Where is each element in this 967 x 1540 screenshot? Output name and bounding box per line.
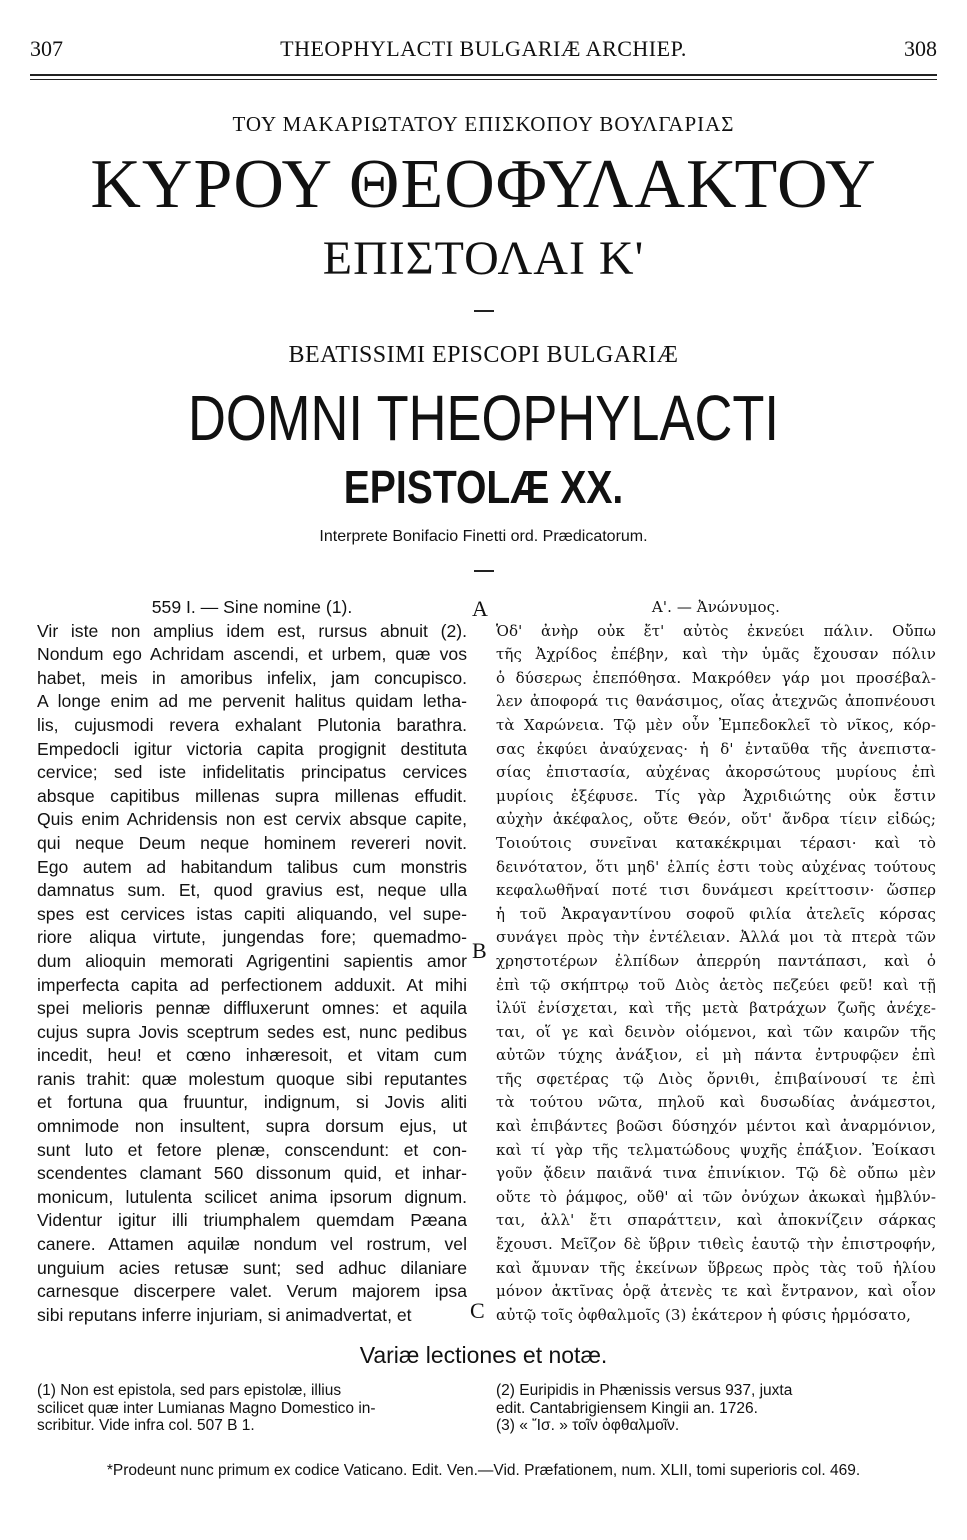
greek-text-line: μόνον ἀκτῖνας ὁρᾷ ἀτενὲς τε καὶ ἔντρανον, καὶ οἷον bbox=[496, 1282, 936, 1301]
latin-text-line: spei melioris pennæ diffluxerunt omnes: et aquila bbox=[37, 998, 467, 1019]
running-head bbox=[30, 36, 937, 66]
latin-text-line: sibi reputans inferre injuriam, si animadvertat, et bbox=[37, 1304, 412, 1325]
latin-subtitle: BEATISSIMI EPISCOPI BULGARIÆ bbox=[288, 342, 679, 368]
footer-note: *Prodeunt nunc primum ex codice Vaticano. Edit. Ven.—Vid. Præfationem, num. XLII, tomi superioris col. 469. bbox=[106, 1462, 861, 1479]
latin-text-line: dum alioquin memorati Agrigentini sapientis amor bbox=[37, 950, 467, 971]
latin-author-name: DOMNI THEOPHYLACTI bbox=[188, 382, 779, 454]
latin-text-line: canere. Attamen aquilæ nondum vel rostrum, vel bbox=[37, 1234, 467, 1255]
header-rule bbox=[30, 74, 937, 76]
latin-epistle-heading: 559 I. — Sine nomine (1). bbox=[151, 597, 353, 617]
greek-text-line: ἔχουσι. Μεῖζον δὲ ὕβριν τιθεὶς ἑαυτῷ τὴν ἐπιστροφήν, bbox=[496, 1235, 936, 1254]
greek-text-line: μυρίοις ἐξέφυσε. Τίς γὰρ Ἀχριδιώτης οὐκ ἔστιν bbox=[496, 786, 936, 805]
latin-text-line: riore aliqua virtute, jungendas fore; quemadmo- bbox=[37, 927, 467, 948]
greek-text-line: καὶ τί γὰρ τῆς τελματώδους ψυχῆς ἐπάξιον. Ἐοίκασι bbox=[496, 1140, 936, 1159]
margin-marker-b: B bbox=[472, 938, 487, 963]
latin-text-line: unguium acies retusæ sunt; sed adhuc dilaniare bbox=[37, 1257, 467, 1278]
latin-text-line: absque capitibus millenas supra millenas effudit. bbox=[37, 785, 467, 806]
greek-text-line: ται, οἵ γε καὶ δεινὸν οἰόμενοι, καὶ τῶν καιρῶν τῆς bbox=[496, 1022, 936, 1041]
greek-text-line: αὐτῷ τοῖς ὀφθαλμοῖς (3) ἑκάτερον ἡ φύσις ἡρμόσατο, bbox=[496, 1305, 912, 1324]
latin-text-line: damnatus sum. Et, quod gravius est, neque ulla bbox=[37, 880, 467, 901]
latin-text-line: incedit, heu! et cœno inhæresoit, et vitam cum bbox=[37, 1045, 467, 1066]
interpreter-line: Interprete Bonifacio Finetti ord. Prædicatorum. bbox=[319, 528, 648, 545]
greek-text-line: οὔτε τὸ ῥάμφος, οὔθ' αἱ τῶν ὀνύχων ἀκωκαὶ ἠμβλύν- bbox=[496, 1187, 936, 1206]
section-divider bbox=[474, 570, 494, 572]
latin-text-line: imperfecta capita ad perfectionem adduxit. At mihi bbox=[37, 974, 467, 995]
latin-text-line: cujus supra Jovis sceptrum sedes est, nunc pedibus bbox=[37, 1021, 467, 1042]
note-left bbox=[37, 1382, 467, 1435]
note-line: (1) Non est epistola, sed pars epistolæ, illius bbox=[37, 1382, 342, 1399]
latin-text-line: Nondum ego Achridam ascendi, et urbem, quæ vos bbox=[37, 644, 467, 665]
greek-text-line: καὶ ἐπιβάντες βοῶσι δύσηχόν μέντοι καὶ ἀναρμόνιον, bbox=[496, 1117, 936, 1136]
latin-text-line: sunt luto et fetore plenæ, conscendunt: et con- bbox=[37, 1139, 467, 1160]
greek-text-line: αὐχὴν ἀκέφαλος, οὔτε Θεόν, οὔτ' ἄνδρα τίειν εἰδώς; bbox=[496, 810, 936, 829]
title-divider bbox=[474, 310, 494, 312]
greek-text-line: σας ἐκφύει ἀναύχενας· ἡ δ' ἐνταῦθα τῆς ἀνεπιστα- bbox=[496, 739, 936, 758]
greek-text-line: συνάγει πρὸς τὴν ἐντέλειαν. Ἀλλά μοι τὰ πτερὰ τῶν bbox=[496, 928, 936, 947]
latin-text-line: ranis trahit: quæ molestum quoque sibi reputantes bbox=[37, 1068, 467, 1089]
greek-text-line: δεινότατον, ὅτι μηδ' ἐλπίς ἐστι τοὺς αὐχένας τούτους bbox=[496, 857, 936, 876]
greek-text-line: ἐπὶ τῷ σκήπτρῳ τοῦ Διὸς ἀετὸς πεζεύει φεῦ! καὶ τῇ bbox=[496, 975, 936, 994]
margin-marker-a: A bbox=[472, 596, 488, 621]
greek-text-line: ὁ δύσερως ἐπεπόθησα. Μακρόθεν γάρ μοι προσέβαλ- bbox=[496, 668, 936, 687]
greek-text-line: λεν ἀποφορά τις θανάσιμος, οἵας ἀτεχνῶς ἀποπνέουσι bbox=[496, 692, 936, 711]
greek-text-line: κεφαλωθῆναί ποτέ τισι δυνάμεσι κρείττοσιν· ὥσπερ bbox=[496, 881, 936, 900]
greek-text-line: αὐτῶν τύχης ἀνάξιον, εἰ μὴ πάντα ἐντρυφῷεν ἐπὶ bbox=[496, 1046, 936, 1065]
note-line: scribitur. Vide infra col. 507 B 1. bbox=[37, 1417, 255, 1434]
latin-text-line: A longe enim ad me pervenit halitus quidam letha- bbox=[37, 691, 467, 712]
latin-text-line: cervice; sed iste infidelitatis principatus cervices bbox=[37, 762, 467, 783]
greek-text-line: γοῦν ᾄδειν παιᾶνά τινα ἐπινίκιον. Τῷ δὲ οὔπω μὲν bbox=[496, 1164, 936, 1183]
latin-text-line: carnesque discerpere valet. Verum majorem ipsa bbox=[37, 1281, 467, 1302]
greek-text-line: τῆς σφετέρας τῷ Διὸς ὄρνιθι, ἐπιβαίνουσί τε ἐπὶ bbox=[496, 1069, 936, 1088]
greek-epistles-title: ΕΠΙΣΤΟΛΑΙ Κ' bbox=[322, 232, 645, 285]
greek-text-line: σίας ἐπιστασία, αὐχένας ἀκορσώτους μυρίους ἐπὶ bbox=[496, 763, 936, 782]
greek-text-line: ται, ἀλλ' ἔτι σπαράττειν, καὶ ἀποκνίζειν σάρκας bbox=[496, 1211, 936, 1230]
note-right bbox=[496, 1382, 936, 1435]
latin-text-line: omnimode non insultent, supra dorsum ejus, ut bbox=[37, 1116, 467, 1137]
greek-text-line: χρηστοτέρων ἐλπίδων ἀπερρύη παντάπασι, καὶ ὁ bbox=[496, 951, 936, 970]
latin-text-line: Empedocli igitur victoria capita progignit destituta bbox=[37, 738, 467, 759]
header-rule-thin bbox=[30, 79, 937, 80]
greek-text-line: Ὁδ' ἀνὴρ οὐκ ἔτ' αὐτὸς ἐκνεύει πάλιν. Οὔπω bbox=[496, 621, 936, 640]
greek-text-column bbox=[496, 596, 936, 1327]
greek-epistle-heading: Α'. — Ἀνώνυμος. bbox=[651, 598, 781, 616]
greek-subtitle: ΤΟΥ ΜΑΚΑΡΙΩΤΑΤΟΥ ΕΠΙΣΚΟΠΟΥ ΒΟΥΛΓΑΡΙΑΣ bbox=[232, 112, 735, 136]
latin-text-line: Videntur igitur illi triumphalem quemdam Pæana bbox=[37, 1210, 467, 1231]
greek-text-line: τὰ Χαρώνεια. Τῷ μὲν οὖν Ἐμπεδοκλεῖ τὸ νῖκος, κόρ- bbox=[496, 715, 936, 734]
note-line: edit. Cantabrigiensem Kingii an. 1726. bbox=[496, 1399, 758, 1417]
greek-text-line: τῆς Ἀχρίδος ἐπέβην, καὶ τὴν ὑμᾶς ἔχουσαν πόλιν bbox=[496, 645, 936, 664]
note-line: (3) « Ἴσ. » τοῖν ὀφθαλμοῖν. bbox=[496, 1417, 680, 1434]
margin-marker-c: C bbox=[470, 1298, 485, 1323]
latin-text-line: Quis enim Achridensis non est cervix absque capite, bbox=[37, 809, 467, 830]
notes-title: Variæ lectiones et notæ. bbox=[359, 1342, 608, 1368]
latin-text-line: qui neque Deum neque hominem revereri novit. bbox=[37, 832, 467, 853]
latin-text-line: lis, cujusmodi revera exhalant Plutonia barathra. bbox=[37, 714, 467, 735]
greek-text-line: ἡ τοῦ Ἀκραγαντίνου σοφοῦ φιλία ἀτελεῖς κόρσας bbox=[496, 904, 936, 923]
note-line: scilicet quæ inter Lumianas Magno Domestico in- bbox=[37, 1399, 376, 1417]
greek-text-line: τὰ τούτου νῶτα, πηλοῦ καὶ δυσωδίας ἀνάμεστοι, bbox=[496, 1093, 936, 1112]
latin-text-line: et fortuna qua fruuntur, indignum, si Jovis aliti bbox=[37, 1092, 467, 1113]
note-line: (2) Euripidis in Phænissis versus 937, juxta bbox=[496, 1382, 793, 1399]
greek-author-name: ΚΥΡΟΥ ΘΕΟΦΥΛΑΚΤΟΥ bbox=[90, 146, 877, 223]
latin-epistles-title: EPISTOLÆ XX. bbox=[343, 461, 624, 513]
latin-text-line: spes est cervices istas capiti aliquando, vel supe- bbox=[37, 903, 467, 924]
column-number-right: 308 bbox=[904, 36, 937, 61]
latin-text-line: Ego autem ad habitandum talibus cum monstris bbox=[37, 856, 467, 877]
latin-text-line: monicum, lutulenta scilicet anima ipsorum dignum. bbox=[37, 1186, 467, 1207]
greek-text-line: ἰλύϊ ἐνίσχεται, καὶ τῆς μετὰ βατράχων ζωῆς ἀνέχε- bbox=[496, 999, 936, 1018]
column-number-left: 307 bbox=[30, 36, 63, 61]
latin-text-line: habet, meis in amoribus infelix, jam concupisco. bbox=[37, 667, 467, 688]
greek-text-line: καὶ ἄμυναν τῆς ἐκείνων ὕβρεως πρὸς τὰς τοῦ ἡλίου bbox=[496, 1258, 936, 1277]
running-title: THEOPHYLACTI BULGARIÆ ARCHIEP. bbox=[280, 36, 687, 61]
greek-text-line: Τοιούτοις συνεῖναι κατακέκριμαι τέρασι· καὶ τὸ bbox=[496, 833, 936, 852]
latin-text-line: scendentes clamant 560 dissonum quid, et inhar- bbox=[37, 1163, 467, 1184]
latin-text-column bbox=[37, 596, 467, 1327]
latin-text-line: Vir iste non amplius idem est, rursus abnuit (2). bbox=[37, 620, 467, 641]
